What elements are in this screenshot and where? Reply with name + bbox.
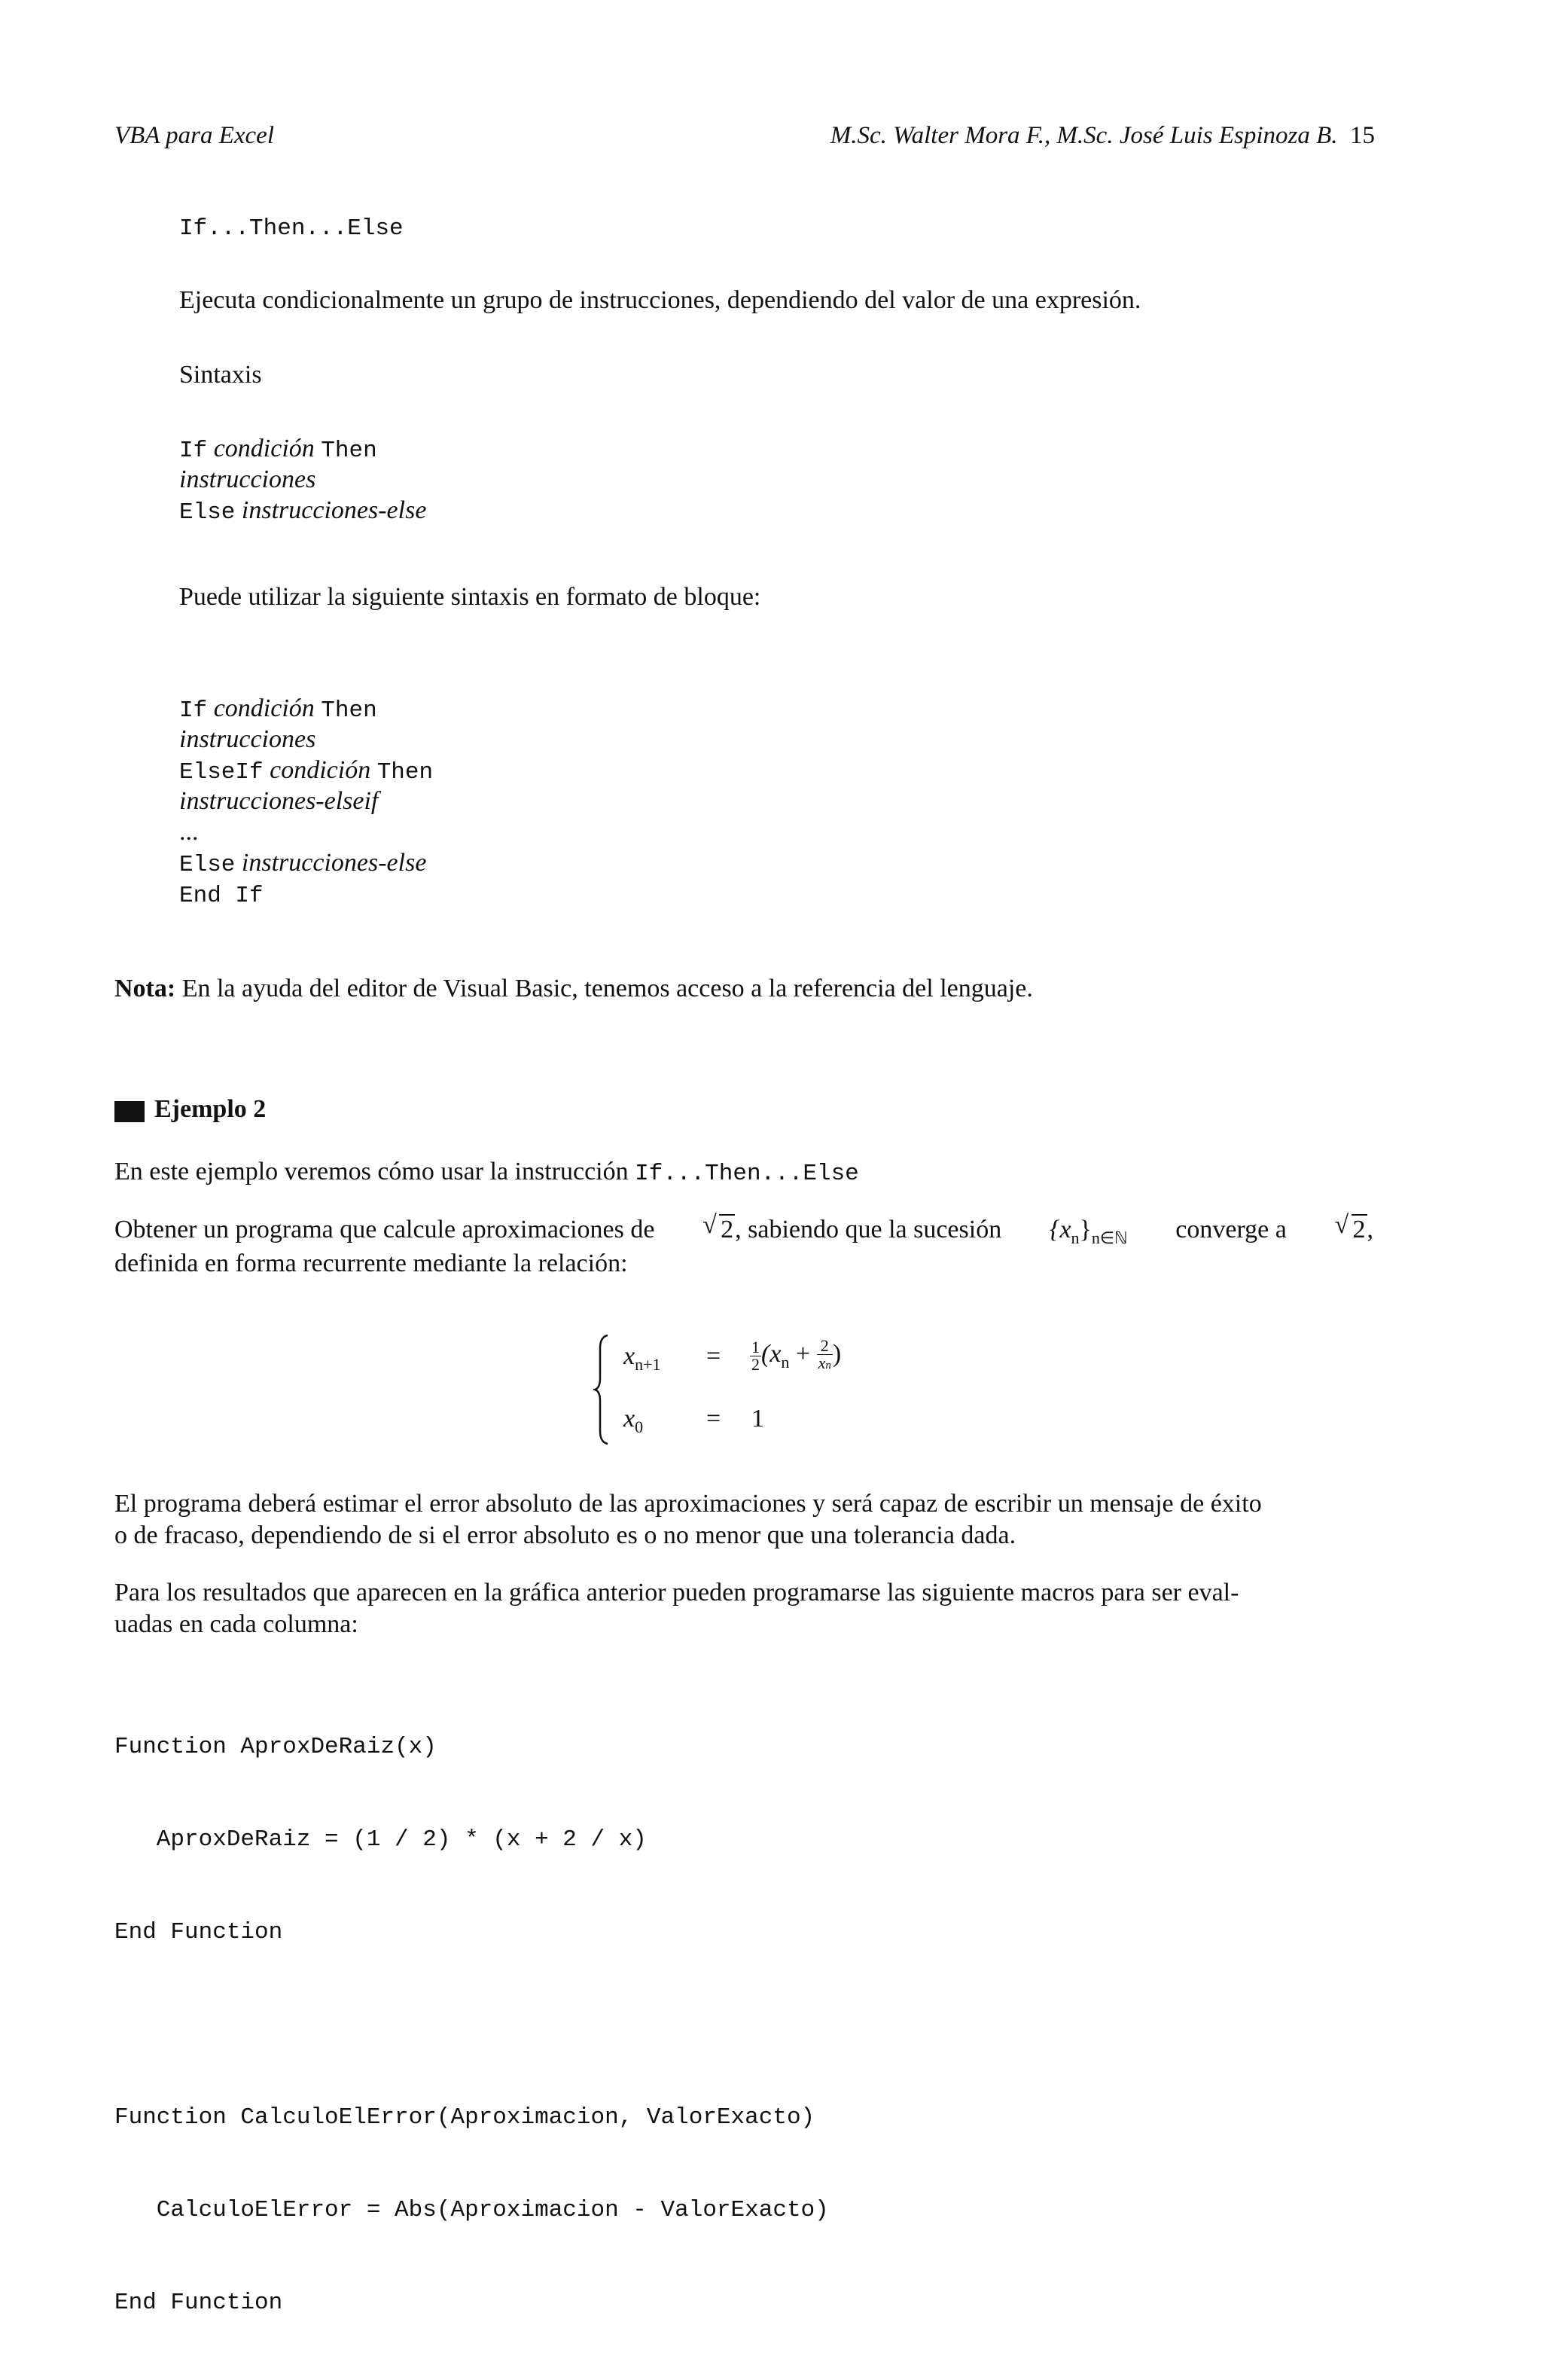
denominator bbox=[817, 1355, 833, 1374]
header-title: VBA para Excel bbox=[114, 122, 274, 149]
subscript: n bbox=[825, 1359, 831, 1372]
placeholder-else-instructions: instrucciones-else bbox=[241, 849, 427, 877]
example-intro-code: If...Then...Else bbox=[635, 1161, 859, 1187]
code-line: Function AproxDeRaiz(x) bbox=[114, 1734, 437, 1760]
sqrt-expression: √ 2, bbox=[1334, 1211, 1373, 1243]
text-fragment: Obtener un programa que calcule aproximaciones de bbox=[114, 1216, 655, 1243]
paragraph-line: uadas en cada columna: bbox=[114, 1610, 358, 1638]
numerator: 2 bbox=[817, 1338, 833, 1355]
example-intro-text: En este ejemplo veremos cómo usar la instrucción bbox=[114, 1158, 629, 1185]
example-paragraph-2 bbox=[114, 1488, 1373, 1552]
keyword: Then bbox=[321, 438, 377, 464]
code-line: AproxDeRaiz = (1 / 2) * (x + 2 / x) bbox=[114, 1826, 647, 1853]
sqrt-argument: 2 bbox=[721, 1216, 734, 1243]
paragraph-line bbox=[114, 1211, 1373, 1248]
keyword: Else bbox=[179, 499, 236, 526]
keyword: ElseIf bbox=[179, 759, 264, 786]
eq2-lhs bbox=[623, 1405, 644, 1436]
keyword: Then bbox=[321, 697, 377, 724]
syntax-block-full bbox=[179, 693, 433, 909]
subscript: 0 bbox=[635, 1417, 644, 1436]
note-label: Nota: bbox=[114, 975, 176, 1002]
code-line: End Function bbox=[114, 2290, 283, 2316]
syntax-label: Sintaxis bbox=[179, 361, 262, 389]
keyword: Else bbox=[179, 852, 236, 878]
paragraph-line: El programa deberá estimar el error absoluto de las aproximaciones y será capaz de escribir un mensaje de éxito bbox=[114, 1490, 1262, 1518]
header-author-names: M.Sc. Walter Mora F., M.Sc. José Luis Espinoza B. bbox=[830, 122, 1338, 149]
block-syntax-intro: Puede utilizar la siguiente sintaxis en formato de bloque: bbox=[179, 583, 761, 611]
fraction-two-over-xn bbox=[817, 1338, 833, 1374]
code-line: End Function bbox=[114, 1919, 283, 1945]
numerator: 1 bbox=[751, 1337, 760, 1356]
text-fragment: , sabiendo que la sucesión bbox=[735, 1216, 1002, 1243]
subscript: n bbox=[781, 1352, 790, 1372]
placeholder-elseif-instructions: instrucciones-elseif bbox=[179, 787, 379, 815]
section-description: Ejecuta condicionalmente un grupo de instrucciones, dependiendo del valor de una expresión. bbox=[179, 286, 1141, 314]
keyword: Then bbox=[376, 759, 434, 786]
placeholder-condition: condición bbox=[213, 694, 315, 722]
text-fragment: , bbox=[1367, 1216, 1373, 1243]
note-text: En la ayuda del editor de Visual Basic, tenemos acceso a la referencia del lenguaje. bbox=[181, 975, 1033, 1002]
syntax-line bbox=[179, 433, 426, 464]
ellipsis: ... bbox=[179, 818, 199, 846]
syntax-line bbox=[179, 786, 433, 816]
denominator: 2 bbox=[751, 1354, 760, 1374]
eq1-lhs bbox=[623, 1342, 661, 1374]
code-line: Function CalculoElError(Aproximacion, ValorExacto) bbox=[114, 2104, 815, 2131]
header-authors bbox=[830, 122, 1375, 150]
text-fragment: converge a bbox=[1175, 1216, 1287, 1243]
eq1-equals: = bbox=[706, 1342, 721, 1370]
paragraph-line: o de fracaso, dependiendo de si el error absoluto es o no menor que una tolerancia dada. bbox=[114, 1521, 1016, 1549]
placeholder-condition: condición bbox=[213, 435, 315, 462]
syntax-line bbox=[179, 724, 433, 755]
example-title: Ejemplo 2 bbox=[154, 1095, 267, 1123]
syntax-line bbox=[179, 816, 433, 847]
syntax-block-simple bbox=[179, 433, 426, 526]
sqrt-expression: √ 2, sabiendo que la sucesión bbox=[702, 1211, 1002, 1243]
section-title: If...Then...Else bbox=[179, 215, 404, 242]
var: x bbox=[818, 1353, 826, 1372]
fraction-half bbox=[750, 1339, 761, 1373]
var: x bbox=[623, 1405, 635, 1433]
page-number: 15 bbox=[1350, 122, 1375, 149]
eq2-rhs: 1 bbox=[751, 1405, 764, 1433]
left-brace-icon bbox=[593, 1333, 610, 1446]
seq-index: n bbox=[1071, 1228, 1080, 1247]
syntax-line bbox=[179, 847, 433, 878]
seq-subscript: n∈ℕ bbox=[1091, 1228, 1128, 1247]
seq-open: {x bbox=[1049, 1216, 1071, 1243]
example-intro bbox=[114, 1156, 859, 1190]
paragraph-line: Para los resultados que aparecen en la gráfica anterior pueden programarse las siguiente macros para ser eval- bbox=[114, 1579, 1239, 1606]
keyword: If bbox=[179, 697, 208, 724]
syntax-line bbox=[179, 464, 426, 495]
syntax-line bbox=[179, 495, 426, 526]
code-line bbox=[114, 2009, 829, 2040]
placeholder-else-instructions: instrucciones-else bbox=[241, 496, 427, 524]
placeholder-instructions: instrucciones bbox=[179, 725, 316, 753]
sqrt-argument: 2 bbox=[1352, 1216, 1366, 1243]
plus: + bbox=[789, 1339, 817, 1368]
open-term: (x bbox=[761, 1339, 782, 1368]
recurrence-system bbox=[593, 1333, 910, 1446]
example-marker-icon bbox=[114, 1101, 145, 1122]
syntax-line bbox=[179, 878, 433, 909]
syntax-line bbox=[179, 693, 433, 724]
example-paragraph-3 bbox=[114, 1577, 1373, 1640]
placeholder-condition: condición bbox=[270, 756, 371, 784]
keyword: End If bbox=[179, 883, 264, 909]
close-paren: ) bbox=[832, 1339, 842, 1368]
note-paragraph bbox=[114, 973, 1033, 1005]
subscript: n+1 bbox=[635, 1355, 661, 1374]
placeholder-instructions: instrucciones bbox=[179, 465, 316, 493]
var: x bbox=[623, 1342, 635, 1370]
eq1-rhs bbox=[750, 1338, 841, 1374]
code-block bbox=[114, 1670, 829, 2380]
eq2-equals: = bbox=[706, 1405, 721, 1433]
example-paragraph-1 bbox=[114, 1211, 1373, 1280]
sequence-expression bbox=[1050, 1214, 1128, 1248]
keyword: If bbox=[179, 438, 208, 464]
code-line: CalculoElError = Abs(Aproximacion - ValorExacto) bbox=[114, 2197, 829, 2223]
syntax-line bbox=[179, 755, 433, 786]
seq-close: } bbox=[1079, 1216, 1092, 1243]
paragraph-line: definida en forma recurrente mediante la relación: bbox=[114, 1250, 628, 1277]
